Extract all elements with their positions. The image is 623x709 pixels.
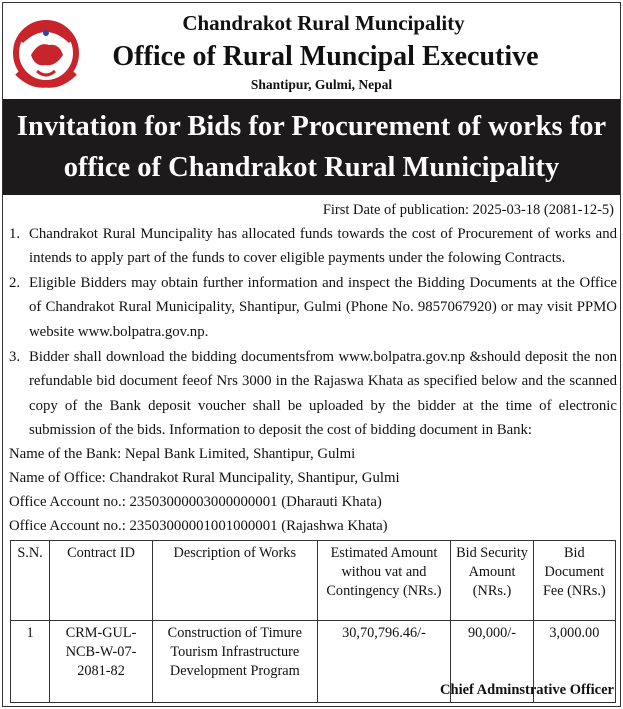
- header-document-fee: Bid Document Fee (NRs.): [533, 541, 615, 621]
- rajashwa-account: Office Account no.: 23503000001001000001 (Rajashwa Khata): [9, 518, 388, 534]
- paragraph-text: Chandrakot Rural Muncipality has allocated funds towards the cost of Procurement of works and intends to apply part of the funds to cover eligible payments under the folowing Contracts.: [29, 226, 617, 267]
- dharauti-account: Office Account no.: 23503000003000000001 (Dharauti Khata): [9, 494, 382, 510]
- table-header-row: [11, 541, 616, 621]
- publication-date: First Date of publication: 2025-03-18 (2081-12-5): [322, 202, 614, 218]
- office-name: Office of Rural Muncipal Executive: [112, 41, 539, 72]
- header-estimated-amount: Estimated Amount withou vat and Contingency (NRs.): [317, 541, 451, 621]
- notice-title-banner: [3, 99, 620, 195]
- notice-page: [2, 2, 621, 707]
- paragraph-1: [9, 222, 617, 271]
- title-line-2: office of Chandrakot Rural Municipality: [63, 152, 560, 183]
- cell-document-fee: 3,000.00: [533, 621, 615, 703]
- paragraph-3: [9, 345, 617, 442]
- paragraph-text: Bidder shall download the bidding documentsfrom www.bolpatra.gov.np &should deposit the non refundable bid document feeof Nrs 3000 in the Rajaswa Khata as specified below and the scanned copy of the Bank deposit voucher shall be uploaded by the bidder at the time of electronic submission of the bids. Information to deposit the cost of bidding document in Bank:: [29, 349, 617, 438]
- header-contract-id: Contract ID: [50, 541, 153, 621]
- cell-description: Construction of Timure Tourism Infrastructure Development Program: [152, 621, 317, 703]
- signature-title: Chief Adminstrative Officer: [440, 682, 614, 698]
- contracts-table: [10, 540, 616, 703]
- paragraph-number: 1.: [9, 226, 21, 242]
- office-address: Shantipur, Gulmi, Nepal: [250, 77, 393, 92]
- municipality-name: Chandrakot Rural Muncipality: [182, 11, 465, 35]
- paragraph-text: Eligible Bidders may obtain further information and inspect the Bidding Documents at the Office of Chandrakot Rural Municipality, Shantipur, Gulmi (Phone No. 9857067920) or may visit PPMO website www.bolpatra.gov.np.: [29, 275, 617, 340]
- paragraph-number: 2.: [9, 275, 21, 291]
- title-line-1: Invitation for Bids for Procurement of works for: [16, 111, 607, 142]
- header-bid-security: Bid Security Amount (NRs.): [451, 541, 533, 621]
- header-description: Description of Works: [152, 541, 317, 621]
- bank-name: Name of the Bank: Nepal Bank Limited, Shantipur, Gulmi: [9, 446, 356, 462]
- cell-contract-id: CRM-GUL-NCB-W-07-2081-82: [50, 621, 153, 703]
- paragraph-2: [9, 271, 617, 344]
- notice-header: [3, 3, 620, 99]
- cell-bid-security: 90,000/-: [451, 621, 533, 703]
- header-sn: S.N.: [11, 541, 50, 621]
- paragraph-number: 3.: [9, 349, 21, 365]
- office-name-line: Name of Office: Chandrakot Rural Muncipality, Shantipur, Gulmi: [9, 470, 400, 486]
- cell-estimated-amount: 30,70,796.46/-: [317, 621, 451, 703]
- cell-sn: 1: [11, 621, 50, 703]
